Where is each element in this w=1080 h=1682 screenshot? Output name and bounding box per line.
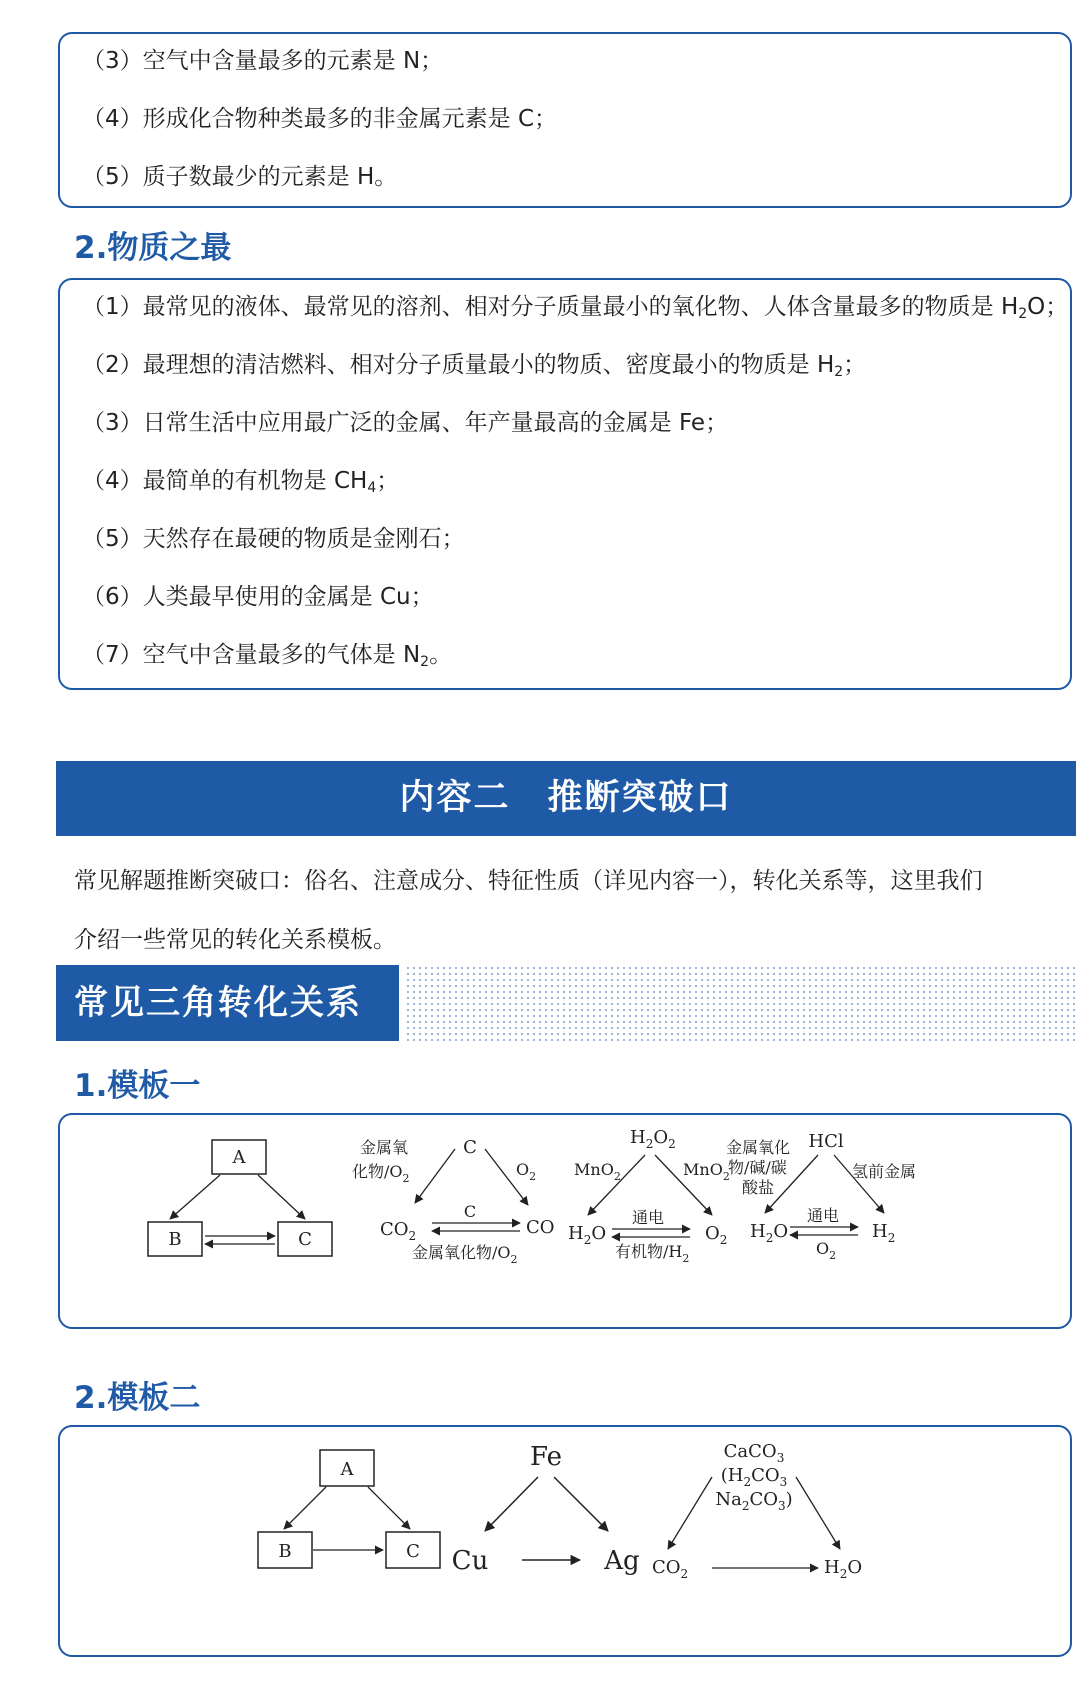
substance-line (82, 582, 434, 619)
line-suffix: O； (1027, 294, 1069, 320)
metal-ag: Ag (604, 1546, 640, 1576)
line-subscript: 2 (834, 364, 844, 380)
node-b: B (278, 1541, 292, 1562)
carbon-top: C (463, 1137, 477, 1158)
node-c: C (406, 1541, 420, 1562)
elements-box (58, 32, 1072, 208)
line-text: （5）天然存在最硬的物质是金刚石； (82, 526, 465, 552)
hcl-h2o: $H_2O$ (750, 1221, 789, 1245)
carbonate-top-2: ($H_2CO_3$ (720, 1465, 788, 1489)
carbon-right-label: $O_2$ (516, 1160, 537, 1183)
carbon-mid-label: C (463, 1202, 477, 1221)
hcl-h2: $H_2$ (872, 1221, 896, 1245)
hcl-top: HCl (808, 1131, 844, 1152)
template-two-box (58, 1425, 1072, 1657)
line-subscript: 2 (1018, 306, 1028, 322)
node-a: A (340, 1459, 354, 1480)
carbonate-top-3: $Na_2CO_3$) (715, 1489, 793, 1513)
metal-displacement-triangle (452, 1442, 640, 1576)
peroxide-top: $H_2O_2$ (630, 1127, 676, 1151)
dotted-pattern (405, 965, 1076, 1041)
section-heading-substances: 2.物质之最 (74, 230, 232, 266)
peroxide-mid-label: 通电 (631, 1208, 665, 1227)
line-suffix: ； (843, 352, 867, 378)
carbonate-triangle (652, 1441, 862, 1581)
carbon-co2: $CO_2$ (380, 1219, 417, 1243)
line-text: （1）最常见的液体、最常见的溶剂、相对分子质量最小的氧化物、人体含量最多的物质是 H (82, 294, 1019, 320)
hcl-bottom-label: $O_2$ (816, 1239, 837, 1262)
line-subscript: 4 (367, 480, 377, 496)
hcl-mid-label: 通电 (806, 1206, 840, 1225)
hcl-left-label-3: 酸盐 (742, 1178, 775, 1197)
node-a: A (232, 1147, 246, 1168)
line-text: （7）空气中含量最多的气体是 N (82, 642, 421, 668)
substance-line (82, 466, 399, 503)
generic-triangle-two (258, 1450, 440, 1568)
carbonate-top-1: CaCO$_3$ (723, 1441, 785, 1465)
intro-paragraph-line-2: 介绍一些常见的转化关系模板。 (74, 927, 396, 953)
peroxide-bottom-label: 有机物$/H_2$ (615, 1242, 690, 1265)
template-one-box (58, 1113, 1072, 1329)
substance-line (82, 292, 1068, 329)
peroxide-left-label: MnO$_2$ (574, 1160, 621, 1183)
node-b: B (168, 1229, 182, 1250)
template-two-diagrams (60, 1427, 1070, 1655)
box-line: （5）质子数最少的元素是 H。 (82, 164, 398, 190)
substances-box (58, 278, 1072, 690)
line-text: （4）最简单的有机物是 CH (82, 468, 368, 494)
template-one-diagrams (60, 1115, 1070, 1327)
template-two-heading: 2.模板二 (74, 1380, 201, 1416)
line-text: （3）日常生活中应用最广泛的金属、年产量最高的金属是 Fe； (82, 410, 729, 436)
hcl-left-label-1: 金属氧化 (726, 1138, 791, 1157)
node-c: C (298, 1229, 312, 1250)
box-line: （3）空气中含量最多的元素是 N； (82, 48, 444, 74)
metal-fe: Fe (529, 1442, 563, 1472)
box-line: （4）形成化合物种类最多的非金属元素是 C； (82, 106, 558, 132)
triangle-relations-banner: 常见三角转化关系 (56, 965, 399, 1041)
hcl-left-label-2: 物/碱/碳 (728, 1158, 787, 1177)
carbon-triangle (352, 1137, 555, 1266)
hcl-right-label: 氢前金属 (852, 1162, 917, 1181)
substance-line (82, 350, 866, 387)
line-text: （2）最理想的清洁燃料、相对分子质量最小的物质、密度最小的物质是 H (82, 352, 835, 378)
substance-line (82, 408, 728, 445)
hcl-triangle (726, 1131, 916, 1262)
carbonate-h2o: $H_2O$ (824, 1557, 863, 1581)
substance-line (82, 640, 452, 677)
line-text: （6）人类最早使用的金属是 Cu； (82, 584, 434, 610)
metal-cu: Cu (451, 1546, 489, 1576)
generic-triangle (148, 1140, 332, 1256)
peroxide-h2o: $H_2O$ (568, 1223, 607, 1247)
intro-paragraph-line-1: 常见解题推断突破口：俗名、注意成分、特征性质（详见内容一），转化关系等，这里我们 (74, 868, 983, 894)
line-subscript: 2 (420, 654, 430, 670)
peroxide-right-label: MnO$_2$ (683, 1160, 730, 1183)
peroxide-triangle (568, 1127, 730, 1265)
peroxide-o2: $O_2$ (705, 1223, 728, 1247)
carbon-co: CO (526, 1217, 555, 1238)
content-banner: 内容二 推断突破口 (56, 761, 1076, 836)
line-suffix: ； (376, 468, 400, 494)
substance-line (82, 524, 465, 561)
carbonate-co2: $CO_2$ (652, 1557, 689, 1581)
carbon-bottom-label: 金属氧化物$/O_2$ (412, 1243, 518, 1266)
line-suffix: 。 (429, 642, 453, 668)
carbon-left-label: 金属氧 (360, 1138, 409, 1157)
template-one-heading: 1.模板一 (74, 1068, 201, 1104)
carbon-left-label-2: 化物$/O_2$ (352, 1162, 410, 1185)
